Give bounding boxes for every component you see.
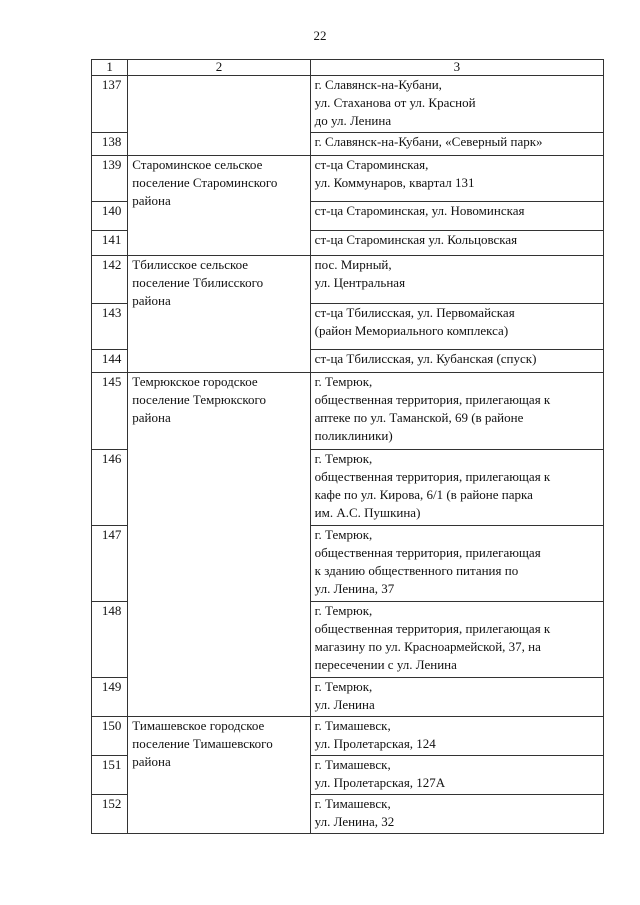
address-cell: г. Темрюк, ул. Ленина xyxy=(310,678,603,717)
row-number: 152 xyxy=(92,795,128,834)
table-row xyxy=(92,256,604,304)
page-number: 22 xyxy=(313,28,327,43)
row-number: 140 xyxy=(92,202,128,231)
column-header-3: 3 xyxy=(310,60,603,76)
address-cell: г. Тимашевск, ул. Пролетарская, 127А xyxy=(310,756,603,795)
address-cell: ст-ца Староминская, ул. Новоминская xyxy=(310,202,603,231)
row-number: 141 xyxy=(92,231,128,256)
settlement-cell: Тбилисское сельское поселение Тбилисского района xyxy=(128,256,310,373)
row-number: 145 xyxy=(92,373,128,450)
settlement-cell: Староминское сельское поселение Староминского района xyxy=(128,156,310,256)
address-cell: г. Тимашевск, ул. Пролетарская, 124 xyxy=(310,717,603,756)
address-cell: г. Темрюк, общественная территория, прилегающая к магазину по ул. Красноармейской, 37, на пересечении с ул. Ленина xyxy=(310,602,603,678)
address-cell: ст-ца Староминская, ул. Коммунаров, квартал 131 xyxy=(310,156,603,202)
column-header-2: 2 xyxy=(128,60,310,76)
row-number: 143 xyxy=(92,304,128,350)
address-cell: г. Темрюк, общественная территория, прилегающая к кафе по ул. Кирова, 6/1 (в районе парка им. А.С. Пушкина) xyxy=(310,450,603,526)
settlement-cell: Темрюкское городское поселение Темрюкского района xyxy=(128,373,310,717)
table-row xyxy=(92,156,604,202)
table-row xyxy=(92,717,604,756)
row-number: 144 xyxy=(92,350,128,373)
row-number: 142 xyxy=(92,256,128,304)
row-number: 139 xyxy=(92,156,128,202)
column-header-1: 1 xyxy=(92,60,128,76)
row-number: 151 xyxy=(92,756,128,795)
row-number: 147 xyxy=(92,526,128,602)
row-number: 148 xyxy=(92,602,128,678)
row-number: 138 xyxy=(92,133,128,156)
settlement-cell-empty xyxy=(128,76,310,156)
settlement-cell: Тимашевское городское поселение Тимашевского района xyxy=(128,717,310,834)
row-number: 149 xyxy=(92,678,128,717)
address-cell: ст-ца Тбилисская, ул. Первомайская (район Мемориального комплекса) xyxy=(310,304,603,350)
table-row xyxy=(92,76,604,133)
address-cell: г. Тимашевск, ул. Ленина, 32 xyxy=(310,795,603,834)
row-number: 150 xyxy=(92,717,128,756)
address-cell: ст-ца Тбилисская, ул. Кубанская (спуск) xyxy=(310,350,603,373)
address-cell: г. Славянск-на-Кубани, «Северный парк» xyxy=(310,133,603,156)
address-cell: г. Темрюк, общественная территория, прилегающая к аптеке по ул. Таманской, 69 (в районе поликлиники) xyxy=(310,373,603,450)
table-row xyxy=(92,373,604,450)
locations-table xyxy=(91,59,604,834)
address-cell: пос. Мирный, ул. Центральная xyxy=(310,256,603,304)
table-header-row xyxy=(92,60,604,76)
address-cell: г. Славянск-на-Кубани, ул. Стаханова от ул. Красной до ул. Ленина xyxy=(310,76,603,133)
address-cell: г. Темрюк, общественная территория, прилегающая к зданию общественного питания по ул. Ленина, 37 xyxy=(310,526,603,602)
row-number: 146 xyxy=(92,450,128,526)
address-cell: ст-ца Староминская ул. Кольцовская xyxy=(310,231,603,256)
row-number: 137 xyxy=(92,76,128,133)
